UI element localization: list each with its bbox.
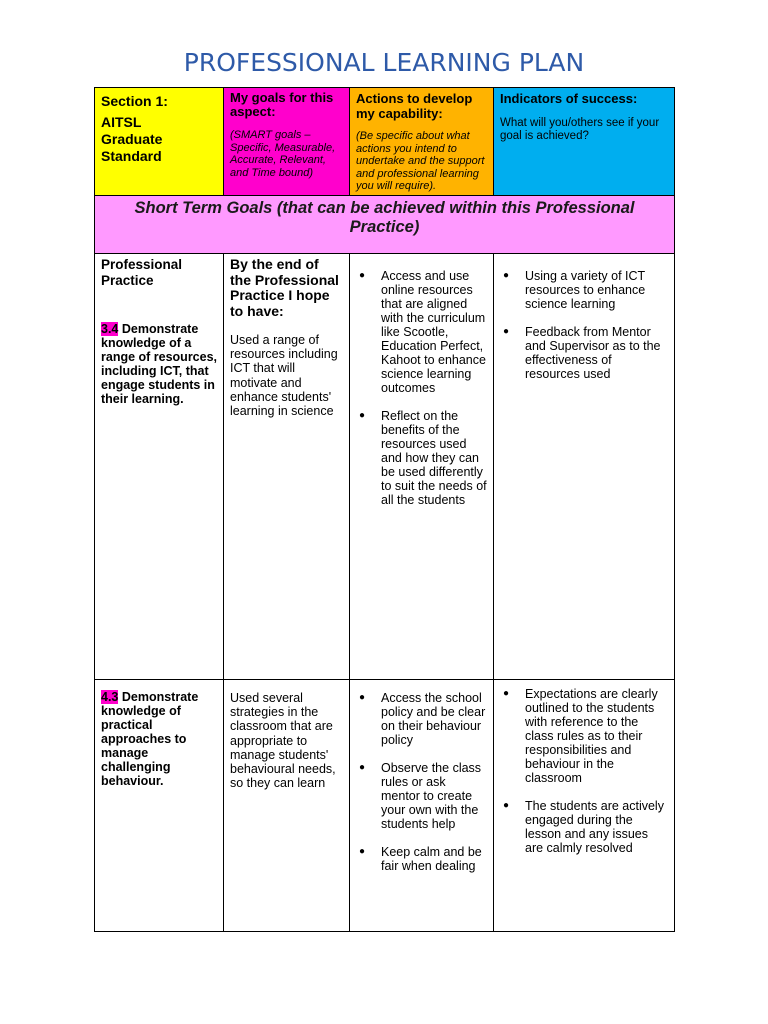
actions-note: (Be specific about what actions you intend to undertake and the support and professional learning you will require). <box>356 130 485 192</box>
standard-number: 4.3 <box>101 690 119 704</box>
list-item: ● Expectations are clearly outlined to the students with reference to the class rules as to their responsibilities and behaviour in the classroom <box>503 687 658 785</box>
goal-text: Used several strategies in the classroom that are appropriate to manage students' behavioural needs, so they can learn <box>230 691 336 791</box>
row1-actions-cell <box>350 254 494 680</box>
indicators-list <box>500 687 668 855</box>
row2-indicators-cell <box>494 680 675 932</box>
row1-indicators-cell <box>494 254 675 680</box>
row2-actions-cell <box>350 680 494 932</box>
bullet-icon: ● <box>503 326 510 337</box>
bullet-icon: ● <box>359 410 366 421</box>
header-standard-cell <box>94 87 224 196</box>
bullet-icon: ● <box>503 688 510 699</box>
short-term-goals-banner: Short Term Goals (that can be achieved within this Professional Practice) <box>94 196 675 254</box>
list-item: ● Feedback from Mentor and Supervisor as to the effectiveness of resources used <box>503 325 661 381</box>
row2-standard-cell <box>94 680 224 932</box>
list-item: ● The students are actively engaged during the lesson and any issues are calmly resolved <box>503 799 664 855</box>
header-goals-cell <box>224 87 350 196</box>
actions-list <box>356 691 487 873</box>
standard-label: AITSL Graduate Standard <box>101 114 163 164</box>
list-item: ● Reflect on the benefits of the resources used and how they can be used differently to suit the needs of all the students <box>359 409 487 507</box>
bullet-icon: ● <box>359 846 366 857</box>
bullet-icon: ● <box>359 692 366 703</box>
indicators-heading: Indicators of success: <box>500 91 638 106</box>
goal-intro: By the end of the Professional Practice I hope to have: <box>230 256 339 319</box>
standard-text: Demonstrate knowledge of a range of resources, including ICT, that engage students in their learning. <box>101 322 218 406</box>
row2-goal-cell <box>224 680 350 932</box>
actions-list <box>356 269 487 507</box>
standard-4-3 <box>101 690 217 788</box>
bullet-icon: ● <box>359 762 366 773</box>
standard-3-4 <box>101 322 217 406</box>
list-item: ● Keep calm and be fair when dealing <box>359 845 482 873</box>
standard-number: 3.4 <box>101 322 119 336</box>
standard-text: Demonstrate knowledge of practical approaches to manage challenging behaviour. <box>101 690 199 788</box>
goal-text: Used a range of resources including ICT that will motivate and enhance students' learning in science <box>230 333 338 419</box>
row1-goal-cell <box>224 254 350 680</box>
bullet-icon: ● <box>503 270 510 281</box>
goals-note: (SMART goals – Specific, Measurable, Accurate, Relevant, and Time bound) <box>230 129 336 179</box>
list-item: ● Using a variety of ICT resources to enhance science learning <box>503 269 646 311</box>
section-label: Section 1: <box>101 93 168 109</box>
bullet-icon: ● <box>503 800 510 811</box>
page-title: PROFESSIONAL LEARNING PLAN <box>183 48 585 77</box>
indicators-note: What will you/others see if your goal is achieved? <box>500 117 660 142</box>
row1-standard-cell <box>94 254 224 680</box>
list-item: ● Access and use online resources that are aligned with the curriculum like Scootle, Education Perfect, Kahoot to enhance science learning outcomes <box>359 269 486 395</box>
list-item: ● Observe the class rules or ask mentor to create your own with the students help <box>359 761 482 831</box>
list-item: ● Access the school policy and be clear on their behaviour policy <box>359 691 486 747</box>
actions-heading: Actions to develop my capability: <box>356 91 473 121</box>
header-actions-cell <box>350 87 494 196</box>
professional-practice-label: Professional Practice <box>101 257 183 288</box>
indicators-list <box>500 269 668 381</box>
bullet-icon: ● <box>359 270 366 281</box>
header-indicators-cell <box>494 87 675 196</box>
goals-heading: My goals for this aspect: <box>230 90 334 119</box>
